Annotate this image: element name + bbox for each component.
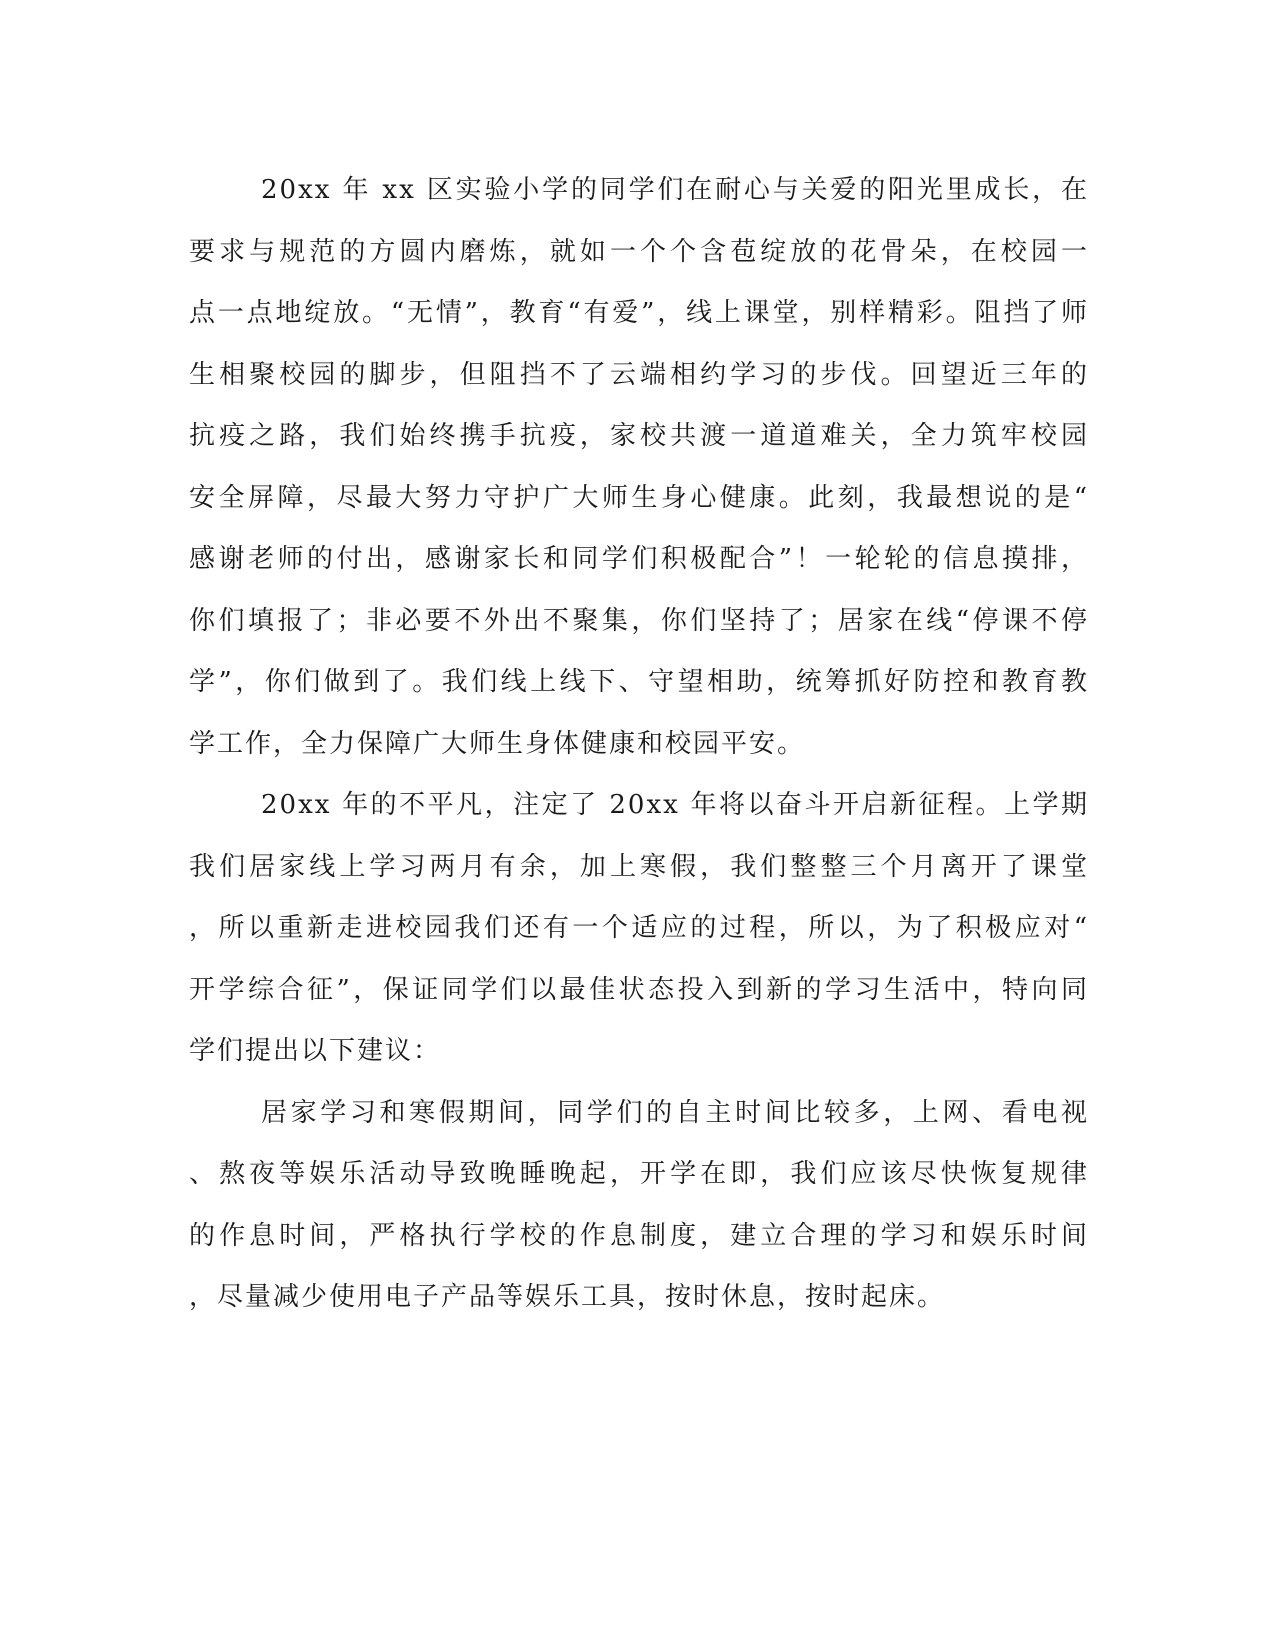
paragraph-line: 学工作，全力保障广大师生身体健康和校园平安。: [189, 728, 806, 759]
paragraph-line: 20xx 年的不平凡，注定了 20xx 年将以奋斗开启新征程。上学期: [261, 790, 1089, 820]
paragraph-line: 你们填报了；非必要不外出不聚集，你们坚持了；居家在线“停课不停: [189, 605, 1089, 636]
paragraph-line: ，所以重新走进校园我们还有一个适应的过程，所以，为了积极应对“: [189, 913, 1089, 943]
paragraph-line: 点一点地绽放。“无情”，教育“有爱”，线上课堂，别样精彩。阻挡了师: [189, 298, 1089, 328]
paragraph-line: 感谢老师的付出，感谢家长和同学们积极配合”！一轮轮的信息摸排，: [189, 544, 1089, 574]
paragraph-line: 要求与规范的方圆内磨炼，就如一个个含苞绽放的花骨朵，在校园一: [189, 236, 1089, 267]
paragraph-line: 开学综合征”，保证同学们以最佳状态投入到新的学习生活中，特向同: [189, 974, 1089, 1005]
paragraph-line: 我们居家线上学习两月有余，加上寒假，我们整整三个月离开了课堂: [189, 851, 1089, 882]
paragraph-line: 居家学习和寒假期间，同学们的自主时间比较多，上网、看电视: [261, 1097, 1089, 1128]
paragraph-2: [189, 775, 1089, 1083]
paragraph-line: 生相聚校园的脚步，但阻挡不了云端相约学习的步伐。回望近三年的: [189, 359, 1089, 390]
paragraph-line: 学们提出以下建议：: [189, 1036, 442, 1066]
paragraph-line: 、熬夜等娱乐活动导致晚睡晚起，开学在即，我们应该尽快恢复规律: [189, 1159, 1089, 1189]
paragraph-line: 的作息时间，严格执行学校的作息制度，建立合理的学习和娱乐时间: [189, 1220, 1089, 1251]
document-body: [189, 160, 1089, 1329]
paragraph-3: [189, 1083, 1089, 1329]
paragraph-line: 20xx 年 xx 区实验小学的同学们在耐心与关爱的阳光里成长，在: [261, 175, 1089, 205]
paragraph-line: 学”，你们做到了。我们线上线下、守望相助，统筹抓好防控和教育教: [189, 667, 1089, 697]
paragraph-line: 安全屏障，尽最大努力守护广大师生身心健康。此刻，我最想说的是“: [189, 482, 1089, 513]
paragraph-line: 抗疫之路，我们始终携手抗疫，家校共渡一道道难关，全力筑牢校园: [189, 421, 1089, 451]
paragraph-line: ，尽量减少使用电子产品等娱乐工具，按时休息，按时起床。: [189, 1282, 946, 1312]
paragraph-1: [189, 160, 1089, 775]
